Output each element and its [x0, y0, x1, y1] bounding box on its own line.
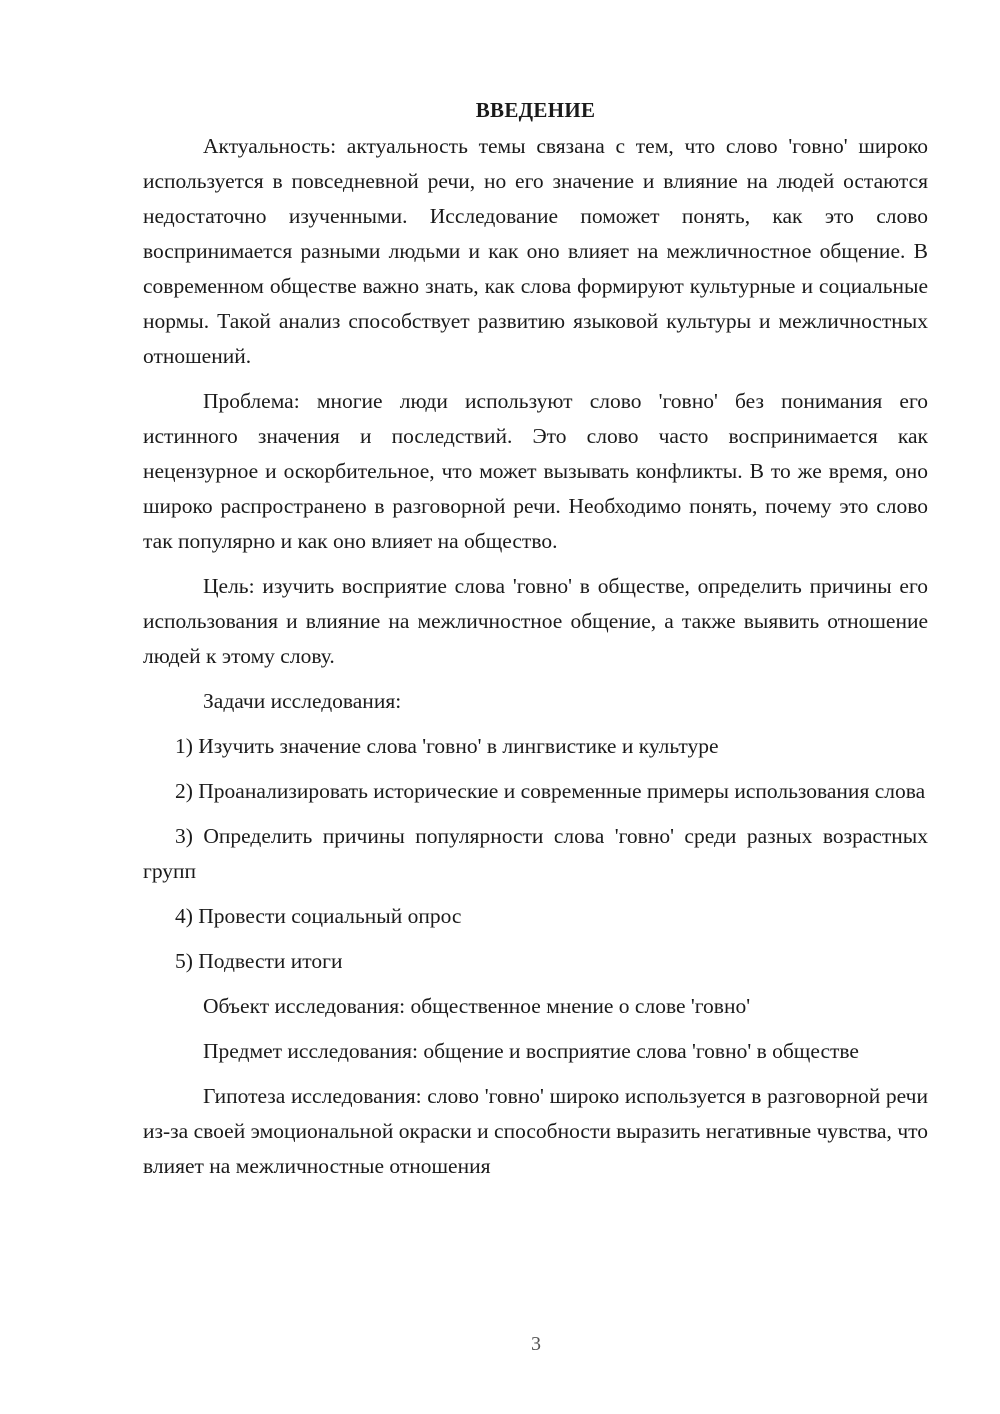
list-item: 2) Проанализировать исторические и современные примеры использования слова: [175, 779, 926, 803]
problem-paragraph: Проблема: многие люди используют слово 'говно' без понимания его истинного значения и последствий. Это слово часто воспринимается как нецензурное и оскорбительное, что может вызывать конфликты. В то же время, оно широко распространено в разговорной речи. Необходимо понять, почему это слово так популярно и как оно влияет на общество.: [143, 389, 928, 553]
relevance-paragraph: Актуальность: актуальность темы связана с тем, что слово 'говно' широко используется в повседневной речи, но его значение и влияние на людей остаются недостаточно изученными. Исследование поможет понять, как это слово воспринимается разными людьми и как оно влияет на межличностное общение. В современном обществе важно знать, как слова формируют культурные и социальные нормы. Такой анализ способствует развитию языковой культуры и межличностных отношений.: [143, 134, 928, 368]
page-number: 3: [531, 1333, 541, 1355]
list-item: 4) Провести социальный опрос: [175, 904, 462, 928]
document-body: [143, 94, 928, 1194]
object-paragraph: Объект исследования: общественное мнение о слове 'говно': [203, 994, 751, 1018]
section-heading: ВВЕДЕНИЕ: [475, 98, 596, 122]
subject-paragraph: Предмет исследования: общение и восприятие слова 'говно' в обществе: [203, 1039, 859, 1063]
list-item: 3) Определить причины популярности слова 'говно' среди разных возрастных групп: [143, 824, 928, 883]
hypothesis-paragraph: Гипотеза исследования: слово 'говно' широко используется в разговорной речи из-за своей эмоциональной окраски и способности выразить негативные чувства, что влияет на межличностные отношения: [143, 1084, 928, 1178]
list-item: 1) Изучить значение слова 'говно' в лингвистике и культуре: [175, 734, 719, 758]
list-item: 5) Подвести итоги: [175, 949, 343, 973]
goal-paragraph: Цель: изучить восприятие слова 'говно' в обществе, определить причины его использования и влияние на межличностное общение, а также выявить отношение людей к этому слову.: [143, 574, 928, 668]
tasks-title: Задачи исследования:: [203, 689, 402, 713]
tasks-list: [143, 729, 928, 979]
